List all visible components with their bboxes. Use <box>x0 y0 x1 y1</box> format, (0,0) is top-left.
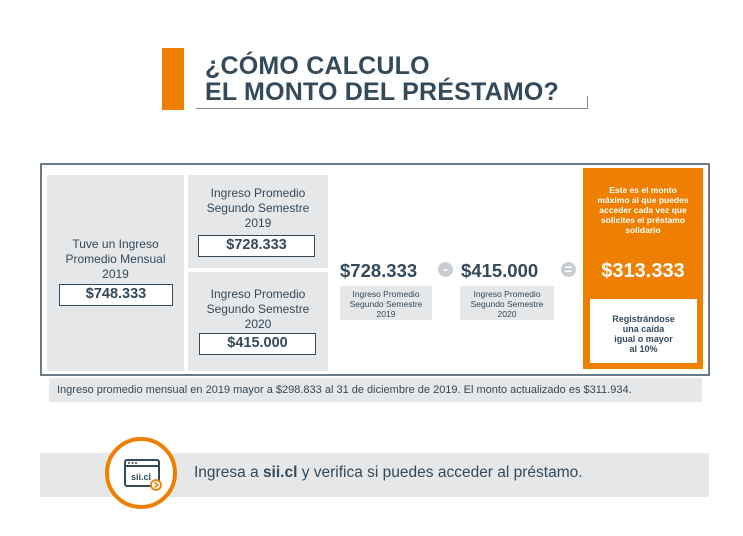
result-amount: $313.333 <box>601 260 685 282</box>
monthly-income-label: Tuve un Ingreso Promedio Mensual 2019 <box>65 237 166 281</box>
cta-prefix: Ingresa a <box>194 464 263 481</box>
formula-term2-label: Ingreso Promedio Segundo Semestre 2020 <box>460 286 554 320</box>
page-title-line1: ¿CÓMO CALCULO <box>205 52 430 80</box>
cta-text <box>194 463 583 483</box>
monthly-income-value: $748.333 <box>59 284 173 306</box>
minus-sign: - <box>438 262 453 277</box>
title-underline <box>196 108 588 109</box>
page-title-line2: EL MONTO DEL PRÉSTAMO? <box>205 78 559 106</box>
semester-2019-value: $728.333 <box>198 235 315 257</box>
sii-icon-ring[interactable] <box>105 437 177 509</box>
footnote: Ingreso promedio mensual en 2019 mayor a $298.833 al 31 de diciembre de 2019. El monto actualizado es $311.934. <box>49 378 702 402</box>
semester-2019-label: Ingreso Promedio Segundo Semestre 2019 <box>206 186 310 230</box>
title-accent-bar <box>162 48 184 110</box>
cta-link[interactable]: sii.cl <box>262 464 298 481</box>
result-description: Este es el monto máximo al que puedes acceder cada vez que solicites el préstamo solidario <box>597 185 689 235</box>
semester-2020-value: $415.000 <box>199 333 316 355</box>
cta-suffix: y verifica si puedes acceder al préstamo. <box>297 464 583 481</box>
formula-term2: $415.000 <box>461 260 539 281</box>
semester-2020-label: Ingreso Promedio Segundo Semestre 2020 <box>206 287 310 331</box>
condition-text: Registrándose una caída igual o mayor al 10% <box>612 314 675 354</box>
cursor-arrow-icon <box>151 480 161 490</box>
browser-window-icon <box>109 441 173 505</box>
page-title <box>205 53 559 105</box>
browser-window-label: sii.cl <box>130 472 152 482</box>
formula-term1-label: Ingreso Promedio Segundo Semestre 2019 <box>340 286 432 320</box>
title-underline-tick <box>587 96 588 109</box>
formula-term1: $728.333 <box>340 260 418 281</box>
equals-sign: = <box>561 262 576 277</box>
